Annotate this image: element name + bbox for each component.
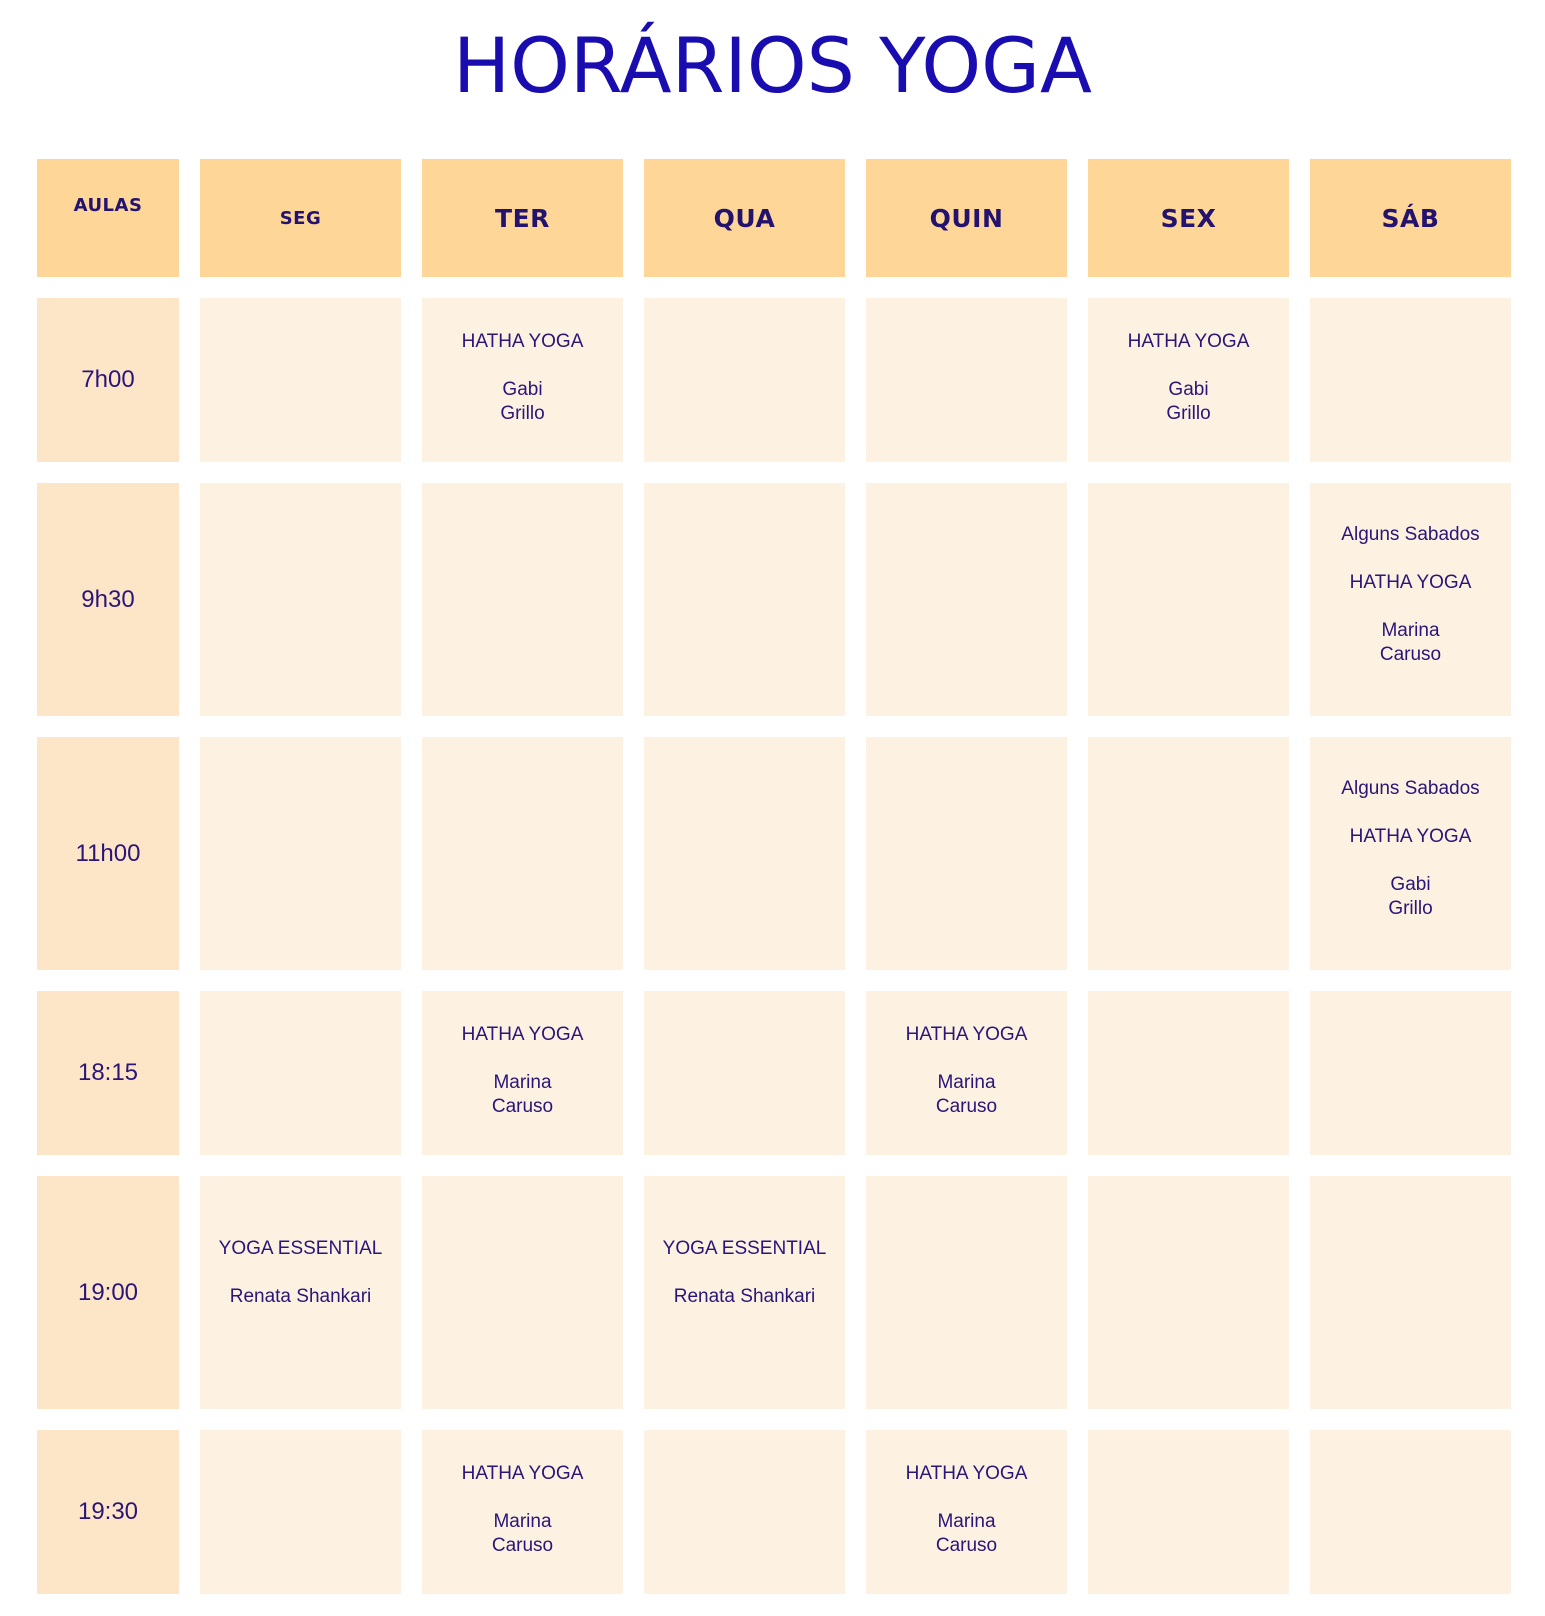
teacher-name: Caruso <box>491 1096 554 1117</box>
class-name: HATHA YOGA <box>905 1463 1028 1484</box>
empty-slot <box>866 298 1067 462</box>
empty-slot <box>200 1430 401 1594</box>
class-slot[interactable] <box>200 1176 401 1409</box>
header-day-sab: SÁB <box>1310 159 1511 277</box>
empty-slot <box>200 298 401 462</box>
class-slot[interactable] <box>866 1430 1067 1594</box>
header-day-ter: TER <box>422 159 623 277</box>
class-slot[interactable] <box>422 1430 623 1594</box>
class-slot[interactable] <box>866 991 1067 1155</box>
teacher-name: Grillo <box>500 403 545 424</box>
empty-slot <box>1088 1176 1289 1409</box>
header-day-qua: QUA <box>644 159 845 277</box>
time-slot: 19:00 <box>37 1176 179 1409</box>
empty-slot <box>866 737 1067 970</box>
class-name: YOGA ESSENTIAL <box>662 1237 827 1259</box>
class-name: HATHA YOGA <box>461 1024 584 1045</box>
time-slot: 11h00 <box>37 737 179 970</box>
empty-slot <box>644 483 845 716</box>
empty-slot <box>200 991 401 1155</box>
empty-slot <box>1088 483 1289 716</box>
class-slot[interactable] <box>1310 483 1511 716</box>
class-name: HATHA YOGA <box>1349 826 1472 847</box>
empty-slot <box>644 1430 845 1594</box>
teacher-name: Marina <box>493 1511 552 1532</box>
time-slot: 18:15 <box>37 991 179 1155</box>
class-note: Alguns Sabados <box>1341 778 1480 799</box>
empty-slot <box>866 483 1067 716</box>
empty-slot <box>644 737 845 970</box>
teacher-name: Marina <box>493 1072 552 1093</box>
class-name: HATHA YOGA <box>461 1463 584 1484</box>
class-slot[interactable] <box>644 1176 845 1409</box>
class-slot[interactable] <box>1088 298 1289 462</box>
header-aulas: AULAS <box>37 159 179 277</box>
teacher-name: Gabi <box>502 379 543 400</box>
empty-slot <box>422 483 623 716</box>
time-slot: 9h30 <box>37 483 179 716</box>
empty-slot <box>200 483 401 716</box>
header-day-sex: SEX <box>1088 159 1289 277</box>
class-slot[interactable] <box>422 298 623 462</box>
class-name: HATHA YOGA <box>461 331 584 352</box>
empty-slot <box>1088 1430 1289 1594</box>
teacher-name: Grillo <box>1388 898 1433 919</box>
empty-slot <box>422 737 623 970</box>
empty-slot <box>644 991 845 1155</box>
teacher-name: Marina <box>937 1072 996 1093</box>
teacher-name: Marina <box>937 1511 996 1532</box>
empty-slot <box>200 737 401 970</box>
empty-slot <box>1310 298 1511 462</box>
teacher-name: Caruso <box>935 1535 998 1556</box>
teacher-name: Gabi <box>1390 874 1431 895</box>
page-title: HORÁRIOS YOGA <box>452 21 1093 110</box>
schedule-grid <box>37 159 1511 1594</box>
empty-slot <box>866 1176 1067 1409</box>
empty-slot <box>1088 737 1289 970</box>
class-name: YOGA ESSENTIAL <box>218 1237 383 1259</box>
time-slot: 7h00 <box>37 298 179 462</box>
teacher-name: Caruso <box>1379 644 1442 665</box>
teacher-name: Renata Shankari <box>229 1285 372 1307</box>
empty-slot <box>1310 991 1511 1155</box>
teacher-name: Renata Shankari <box>673 1285 816 1307</box>
class-slot[interactable] <box>422 991 623 1155</box>
class-note: Alguns Sabados <box>1341 524 1480 545</box>
class-name: HATHA YOGA <box>905 1024 1028 1045</box>
time-slot: 19:30 <box>37 1430 179 1594</box>
header-day-quin: QUIN <box>866 159 1067 277</box>
empty-slot <box>1310 1176 1511 1409</box>
empty-slot <box>1310 1430 1511 1594</box>
teacher-name: Caruso <box>491 1535 554 1556</box>
teacher-name: Caruso <box>935 1096 998 1117</box>
teacher-name: Marina <box>1381 620 1440 641</box>
empty-slot <box>1088 991 1289 1155</box>
class-name: HATHA YOGA <box>1127 331 1250 352</box>
header-day-seg: SEG <box>200 159 401 277</box>
empty-slot <box>422 1176 623 1409</box>
empty-slot <box>644 298 845 462</box>
teacher-name: Gabi <box>1168 379 1209 400</box>
class-slot[interactable] <box>1310 737 1511 970</box>
class-name: HATHA YOGA <box>1349 572 1472 593</box>
teacher-name: Grillo <box>1166 403 1211 424</box>
